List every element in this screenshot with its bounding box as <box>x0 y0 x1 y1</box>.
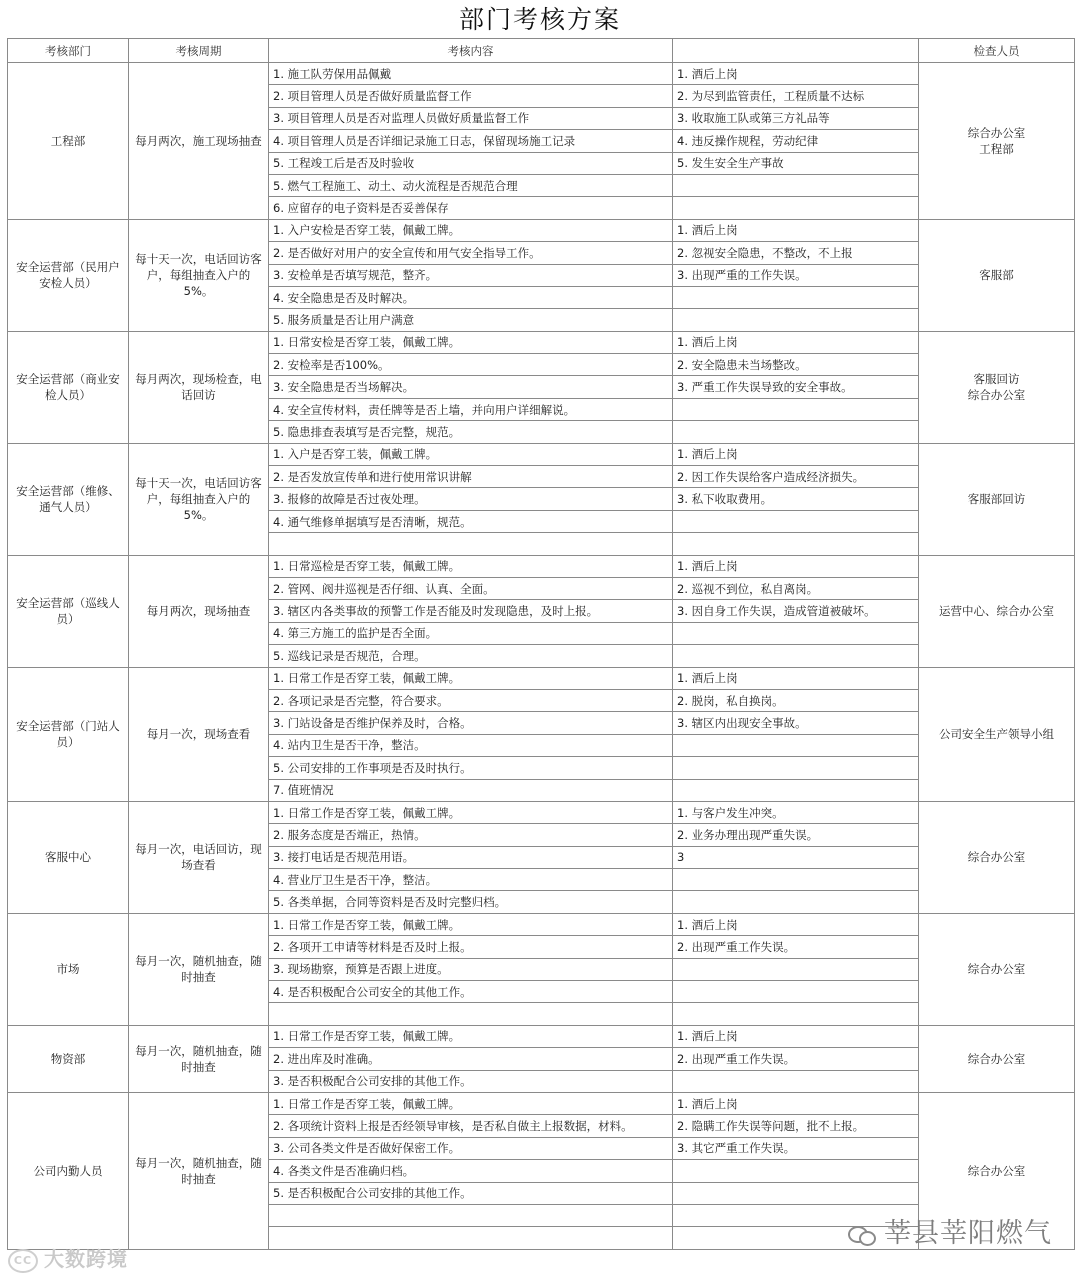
violation-cell: 2. 为尽到监管责任，工程质量不达标 <box>673 85 919 107</box>
inspector-cell: 综合办公室 <box>919 1025 1075 1092</box>
content-cell: 3. 辖区内各类事故的预警工作是否能及时发现隐患，及时上报。 <box>269 600 673 622</box>
violation-cell: 2. 业务办理出现严重失误。 <box>673 824 919 846</box>
content-cell: 3. 安检单是否填写规范，整齐。 <box>269 264 673 286</box>
content-cell: 2. 各项记录是否完整，符合要求。 <box>269 689 673 711</box>
cycle-cell: 每十天一次，电话回访客户，每组抽查入户的5%。 <box>129 443 269 555</box>
content-cell: 1. 日常工作是否穿工装，佩戴工牌。 <box>269 667 673 689</box>
violation-cell <box>673 533 919 555</box>
violation-cell <box>673 398 919 420</box>
dept-cell: 安全运营部（门站人员） <box>8 667 129 801</box>
cc-logo-icon: CC <box>8 1249 38 1273</box>
violation-cell: 3. 其它严重工作失误。 <box>673 1137 919 1159</box>
content-cell: 5. 公司安排的工作事项是否及时执行。 <box>269 757 673 779</box>
content-cell: 2. 管网、阀井巡视是否仔细、认真、全面。 <box>269 577 673 599</box>
violation-cell <box>673 757 919 779</box>
inspector-cell: 客服部 <box>919 219 1075 331</box>
violation-cell <box>673 981 919 1003</box>
dept-cell: 市场 <box>8 913 129 1025</box>
content-cell: 4. 通气维修单据填写是否清晰，规范。 <box>269 510 673 532</box>
violation-cell <box>673 1003 919 1025</box>
content-cell: 4. 第三方施工的监护是否全面。 <box>269 622 673 644</box>
inspector-cell: 综合办公室 <box>919 913 1075 1025</box>
page-title: 部门考核方案 <box>458 5 621 34</box>
content-cell: 3. 报修的故障是否过夜处理。 <box>269 488 673 510</box>
dept-cell: 物资部 <box>8 1025 129 1092</box>
table-row <box>8 443 1075 465</box>
cycle-cell: 每月两次，现场抽查 <box>129 555 269 667</box>
violation-cell <box>673 891 919 913</box>
content-cell: 3. 安全隐患是否当场解决。 <box>269 376 673 398</box>
dept-cell: 公司内勤人员 <box>8 1092 129 1249</box>
violation-cell: 2. 安全隐患未当场整改。 <box>673 354 919 376</box>
violation-cell: 2. 因工作失误给客户造成经济损失。 <box>673 466 919 488</box>
watermark-right-text: 莘县莘阳燃气 <box>884 1218 1052 1249</box>
content-cell: 7. 值班情况 <box>269 779 673 801</box>
inspector-cell: 运营中心、综合办公室 <box>919 555 1075 667</box>
content-cell: 3. 是否积极配合公司安排的其他工作。 <box>269 1070 673 1092</box>
content-cell: 2. 进出库及时准确。 <box>269 1048 673 1070</box>
dept-cell: 客服中心 <box>8 801 129 913</box>
violation-cell: 3. 私下收取费用。 <box>673 488 919 510</box>
inspector-cell: 综合办公室 <box>919 1092 1075 1249</box>
cycle-cell: 每月一次，随机抽查，随时抽查 <box>129 1025 269 1092</box>
content-cell: 1. 施工队劳保用品佩戴 <box>269 63 673 85</box>
watermark-left <box>8 1243 128 1273</box>
content-cell: 1. 入户是否穿工装，佩戴工牌。 <box>269 443 673 465</box>
content-cell: 5. 工程竣工后是否及时验收 <box>269 152 673 174</box>
table-row <box>8 1092 1075 1114</box>
violation-cell <box>673 1182 919 1204</box>
table-row <box>8 913 1075 935</box>
violation-cell <box>673 309 919 331</box>
content-cell: 1. 日常工作是否穿工装，佩戴工牌。 <box>269 801 673 823</box>
violation-cell <box>673 286 919 308</box>
violation-cell <box>673 645 919 667</box>
violation-cell: 1. 酒后上岗 <box>673 443 919 465</box>
violation-cell: 2. 出现严重工作失误。 <box>673 936 919 958</box>
content-cell: 1. 日常工作是否穿工装，佩戴工牌。 <box>269 1092 673 1114</box>
header-violations <box>673 39 919 63</box>
inspector-cell: 公司安全生产领导小组 <box>919 667 1075 801</box>
violation-cell <box>673 421 919 443</box>
content-cell: 1. 入户安检是否穿工装，佩戴工牌。 <box>269 219 673 241</box>
content-cell: 5. 各类单据，合同等资料是否及时完整归档。 <box>269 891 673 913</box>
content-cell: 2. 安检率是否100%。 <box>269 354 673 376</box>
table-row <box>8 555 1075 577</box>
content-cell: 3. 接打电话是否规范用语。 <box>269 846 673 868</box>
content-cell: 3. 现场勘察，预算是否跟上进度。 <box>269 958 673 980</box>
content-cell: 4. 安全隐患是否及时解决。 <box>269 286 673 308</box>
content-cell: 1. 日常安检是否穿工装，佩戴工牌。 <box>269 331 673 353</box>
cycle-cell: 每月两次，施工现场抽查 <box>129 63 269 220</box>
content-cell: 6. 应留存的电子资料是否妥善保存 <box>269 197 673 219</box>
content-cell: 1. 日常巡检是否穿工装，佩戴工牌。 <box>269 555 673 577</box>
dept-cell: 安全运营部（商业安检人员） <box>8 331 129 443</box>
content-cell: 5. 巡线记录是否规范，合理。 <box>269 645 673 667</box>
violation-cell: 1. 酒后上岗 <box>673 219 919 241</box>
content-cell <box>269 1227 673 1249</box>
content-cell: 4. 营业厅卫生是否干净，整洁。 <box>269 869 673 891</box>
violation-cell <box>673 1070 919 1092</box>
violation-cell: 1. 酒后上岗 <box>673 1025 919 1047</box>
violation-cell: 1. 酒后上岗 <box>673 555 919 577</box>
header-cycle: 考核周期 <box>129 39 269 63</box>
content-cell: 2. 项目管理人员是否做好质量监督工作 <box>269 85 673 107</box>
inspector-cell: 客服部回访 <box>919 443 1075 555</box>
header-dept: 考核部门 <box>8 39 129 63</box>
violation-cell <box>673 958 919 980</box>
table-row <box>8 1025 1075 1047</box>
violation-cell: 1. 酒后上岗 <box>673 63 919 85</box>
table-row <box>8 801 1075 823</box>
header-content: 考核内容 <box>269 39 673 63</box>
cycle-cell: 每月一次，现场查看 <box>129 667 269 801</box>
cycle-cell: 每十天一次，电话回访客户，每组抽查入户的5%。 <box>129 219 269 331</box>
table-body <box>8 63 1075 1250</box>
content-cell: 5. 隐患排查表填写是否完整，规范。 <box>269 421 673 443</box>
cycle-cell: 每月一次，随机抽查，随时抽查 <box>129 1092 269 1249</box>
violation-cell: 5. 发生安全生产事故 <box>673 152 919 174</box>
violation-cell: 3. 严重工作失误导致的安全事故。 <box>673 376 919 398</box>
violation-cell: 3. 因自身工作失误，造成管道被破坏。 <box>673 600 919 622</box>
cycle-cell: 每月两次，现场检查，电话回访 <box>129 331 269 443</box>
content-cell: 5. 服务质量是否让用户满意 <box>269 309 673 331</box>
violation-cell: 3. 辖区内出现安全事故。 <box>673 712 919 734</box>
violation-cell: 2. 隐瞒工作失误等问题，批不上报。 <box>673 1115 919 1137</box>
content-cell: 4. 项目管理人员是否详细记录施工日志，保留现场施工记录 <box>269 130 673 152</box>
content-cell: 5. 是否积极配合公司安排的其他工作。 <box>269 1182 673 1204</box>
dept-cell: 安全运营部（维修、通气人员） <box>8 443 129 555</box>
violation-cell: 1. 酒后上岗 <box>673 331 919 353</box>
cycle-cell: 每月一次，随机抽查，随时抽查 <box>129 913 269 1025</box>
watermark-left-text: 大数跨境 <box>44 1247 128 1271</box>
violation-cell: 3. 出现严重的工作失误。 <box>673 264 919 286</box>
violation-cell <box>673 734 919 756</box>
violation-cell: 3 <box>673 846 919 868</box>
content-cell: 3. 项目管理人员是否对监理人员做好质量监督工作 <box>269 107 673 129</box>
table-row <box>8 219 1075 241</box>
content-cell: 3. 公司各类文件是否做好保密工作。 <box>269 1137 673 1159</box>
dept-cell: 工程部 <box>8 63 129 220</box>
violation-cell: 2. 出现严重工作失误。 <box>673 1048 919 1070</box>
inspector-cell: 客服回访 综合办公室 <box>919 331 1075 443</box>
violation-cell: 4. 违反操作规程，劳动纪律 <box>673 130 919 152</box>
content-cell: 4. 是否积极配合公司安全的其他工作。 <box>269 981 673 1003</box>
content-cell: 3. 门站设备是否维护保养及时，合格。 <box>269 712 673 734</box>
content-cell: 2. 各项统计资料上报是否经领导审核，是否私自做主上报数据，材料。 <box>269 1115 673 1137</box>
violation-cell <box>673 197 919 219</box>
content-cell: 1. 日常工作是否穿工装，佩戴工牌。 <box>269 1025 673 1047</box>
violation-cell <box>673 174 919 196</box>
violation-cell <box>673 779 919 801</box>
violation-cell: 2. 脱岗，私自换岗。 <box>673 689 919 711</box>
assessment-table <box>7 38 1075 1250</box>
content-cell <box>269 1204 673 1226</box>
table-header-row <box>8 39 1075 63</box>
table-row <box>8 331 1075 353</box>
table-row <box>8 63 1075 85</box>
content-cell: 2. 是否发放宣传单和进行使用常识讲解 <box>269 466 673 488</box>
violation-cell <box>673 1160 919 1182</box>
cycle-cell: 每月一次，电话回访，现场查看 <box>129 801 269 913</box>
dept-cell: 安全运营部（民用户安检人员） <box>8 219 129 331</box>
watermark-right <box>848 1211 1052 1250</box>
dept-cell: 安全运营部（巡线人员） <box>8 555 129 667</box>
content-cell: 2. 是否做好对用户的安全宣传和用气安全指导工作。 <box>269 242 673 264</box>
content-cell: 1. 日常工作是否穿工装，佩戴工牌。 <box>269 913 673 935</box>
violation-cell <box>673 510 919 532</box>
inspector-cell: 综合办公室 工程部 <box>919 63 1075 220</box>
violation-cell: 1. 酒后上岗 <box>673 667 919 689</box>
violation-cell: 1. 与客户发生冲突。 <box>673 801 919 823</box>
violation-cell: 2. 忽视安全隐患，不整改，不上报 <box>673 242 919 264</box>
violation-cell: 2. 巡视不到位，私自离岗。 <box>673 577 919 599</box>
wechat-icon <box>848 1224 876 1246</box>
violation-cell: 3. 收取施工队或第三方礼品等 <box>673 107 919 129</box>
content-cell <box>269 1003 673 1025</box>
violation-cell <box>673 622 919 644</box>
content-cell: 4. 安全宣传材料，责任牌等是否上墙，并向用户详细解说。 <box>269 398 673 420</box>
content-cell: 4. 站内卫生是否干净，整洁。 <box>269 734 673 756</box>
table-row <box>8 667 1075 689</box>
violation-cell <box>673 869 919 891</box>
content-cell: 4. 各类文件是否准确归档。 <box>269 1160 673 1182</box>
inspector-cell: 综合办公室 <box>919 801 1075 913</box>
content-cell: 2. 服务态度是否端正，热情。 <box>269 824 673 846</box>
content-cell: 2. 各项开工申请等材料是否及时上报。 <box>269 936 673 958</box>
content-cell <box>269 533 673 555</box>
content-cell: 5. 燃气工程施工、动土、动火流程是否规范合理 <box>269 174 673 196</box>
violation-cell: 1. 酒后上岗 <box>673 1092 919 1114</box>
header-inspector: 检查人员 <box>919 39 1075 63</box>
violation-cell: 1. 酒后上岗 <box>673 913 919 935</box>
